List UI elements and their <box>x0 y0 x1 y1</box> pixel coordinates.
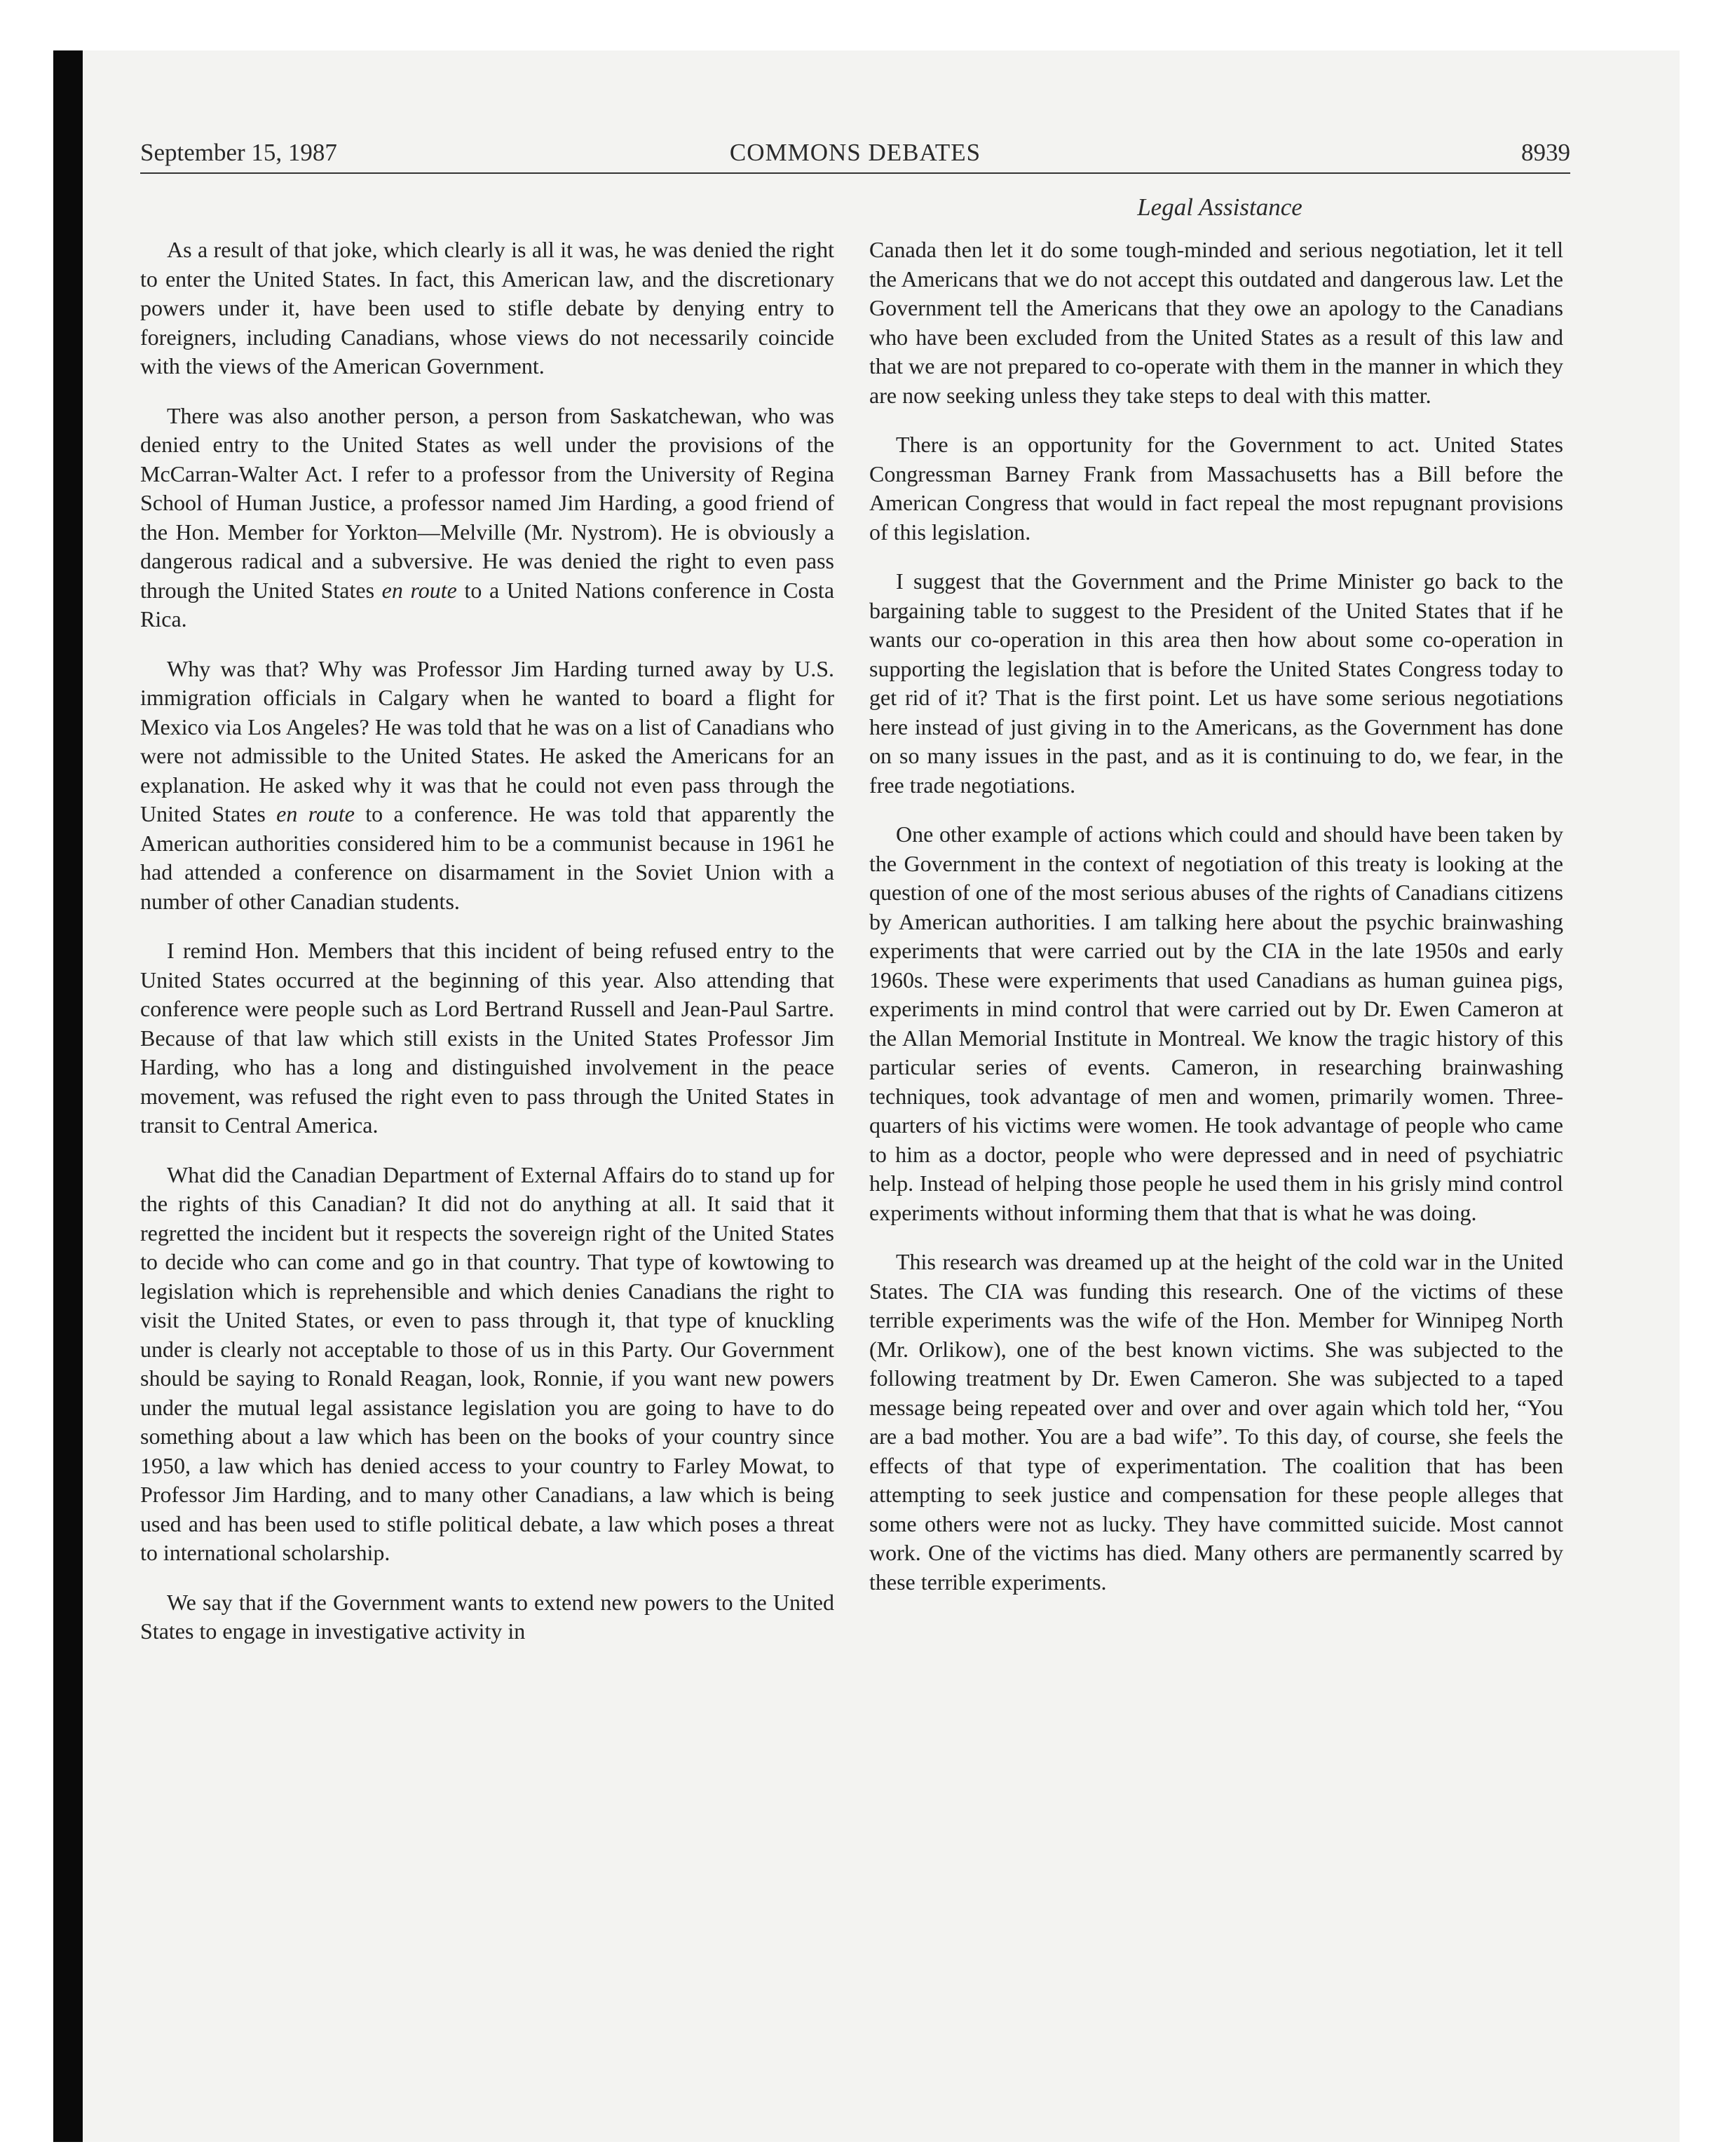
scan-border <box>53 50 83 2142</box>
paragraph: We say that if the Government wants to extend new powers to the United States to engage in investigative activity in <box>140 1589 834 1644</box>
paragraph: As a result of that joke, which clearly is all it was, he was denied the right to enter the United States. In fact, this American law, and the discretionary powers under it, have been used to stifle debate by denying entry to foreigners, including Canadians, whose views do not necessarily coincide with the views of the American Government. <box>140 237 834 378</box>
header-rule <box>140 172 1570 174</box>
paragraph: I remind Hon. Members that this incident of being refused entry to the United States occurred at the beginning of this year. Also attending that conference were people such as Lord Bertrand Russell and Jean-Paul Sartre. Because of that law which still exists in the United States Professor Jim Harding, who has a long and distinguished involvement in the peace movement, was refused the right even to pass through the United States in transit to Central America. <box>140 938 834 1138</box>
paragraph: Why was that? Why was Professor Jim Harding turned away by U.S. immigration officials in Calgary when he wanted to board a flight for Mexico via Los Angeles? He was told that he was on a list of Canadians who were not admissible to the United States. He asked the Americans for an explanation. He asked why it was that he could not even pass through the United States en route to a conference. He was told that apparently the American authorities considered him to be a communist because in 1961 he had attended a conference on disarmament in the Soviet Union with a number of other Canadian students. <box>140 655 835 914</box>
section-subheading: Legal Assistance <box>1137 193 1302 221</box>
paragraph-continued: Canada then let it do some tough-minded and serious negotiation, let it tell the Americans that we do not accept this outdated and dangerous law. Let the Government tell the Americans that they owe an apology to the Canadians who have been excluded from the United States as a result of this law and that we are not prepared to co-operate with them in the manner in which they are now seeking unless they take steps to deal with this matter. <box>869 237 1563 408</box>
header-date: September 15, 1987 <box>140 139 337 166</box>
right-column <box>869 236 1563 1597</box>
paragraph: There was also another person, a person from Saskatchewan, who was denied entry to the United States as well under the provisions of the McCarran-Walter Act. I refer to a professor from the University of Regina School of Human Justice, a professor named Jim Harding, a good friend of the Hon. Member for Yorkton—Melville (Mr. Nystrom). He is obviously a dangerous radical and a subversive. He was denied the right to even pass through the United States en route to a United Nations conference in Costa Rica. <box>140 402 835 632</box>
header-publication: COMMONS DEBATES <box>729 139 981 166</box>
paragraph: There is an opportunity for the Government to act. United States Congressman Barney Frank from Massachusetts has a Bill before the American Congress that would in fact repeal the most repugnant provisions of this legislation. <box>869 432 1563 545</box>
paragraph: What did the Canadian Department of External Affairs do to stand up for the rights of this Canadian? It did not do anything at all. It said that it regretted the incident but it respects the sovereign right of the United States to decide who can come and go in that country. That type of kowtowing to legislation which is reprehensible and which denies Canadians the right to visit the United States, or even to pass through it, that type of knuckling under is clearly not acceptable to those of us in this Party. Our Government should be saying to Ronald Reagan, look, Ronnie, if you want new powers under the mutual legal assistance legislation you are going to have to do something about a law which has been on the books of your country since 1950, a law which has denied access to your country to Farley Mowat, to Professor Jim Harding, and to many other Canadians, a law which is being used and has been used to stifle political debate, a law which poses a threat to international scholarship. <box>140 1161 834 1565</box>
header-page-number: 8939 <box>1521 139 1570 166</box>
page-header <box>140 139 1570 174</box>
left-column <box>140 236 834 1646</box>
paragraph: I suggest that the Government and the Prime Minister go back to the bargaining table to suggest to the President of the United States that if he wants our co-operation in this area then how about some co-operation in supporting the legislation that is before the United States Congress today to get rid of it? That is the first point. Let us have some serious negotiations here instead of just giving in to the Americans, as the Government has done on so many issues in the past, and as it is continuing to do, we fear, in the free trade negotiations. <box>869 568 1563 798</box>
paragraph: One other example of actions which could and should have been taken by the Government in the context of negotiation of this treaty is looking at the question of one of the most serious abuses of the rights of Canadians citizens by American authorities. I am talking here about the psychic brainwashing experiments that were carried out by the CIA in the late 1950s and early 1960s. These were experiments that used Canadians as human guinea pigs, experiments in mind control that were carried out by Dr. Ewen Cameron at the Allan Memorial Institute in Montreal. We know the tragic history of this particular series of events. Cameron, in researching brainwashing techniques, took advantage of men and women, primarily women. Three-quarters of his victims were women. He took advantage of people who came to him as a doctor, people who were depressed and in need of psychiatric help. Instead of helping those people he used them in his grisly mind control experiments without informing them that that is what he was doing. <box>869 821 1563 1225</box>
paragraph: This research was dreamed up at the height of the cold war in the United States. The CIA was funding this research. One of the victims of these terrible experiments was the wife of the Hon. Member for Winnipeg North (Mr. Orlikow), one of the best known victims. She was subjected to the following treatment by Dr. Ewen Cameron. She was subjected to a taped message being repeated over and over and over again which told her, “You are a bad mother. You are a bad wife”. To this day, of course, she feels the effects of that type of experimentation. The coalition that has been attempting to seek justice and compensation for these people alleges that some others were not as lucky. They have committed suicide. Most cannot work. One of the victims has died. Many others are permanently scarred by these terrible experiments. <box>869 1249 1563 1595</box>
